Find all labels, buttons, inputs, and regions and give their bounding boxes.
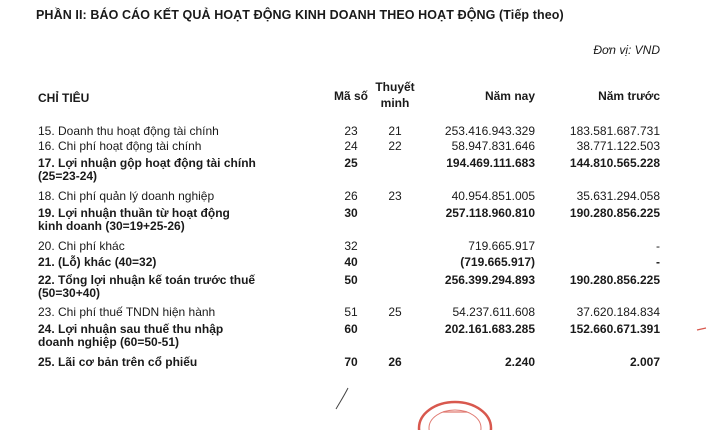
- red-seal-stamp: [415, 390, 495, 430]
- margin-mark: [696, 326, 707, 332]
- row-code: 25: [344, 155, 358, 170]
- row-current-year: 202.161.683.285: [444, 321, 535, 336]
- row-code: 23: [344, 124, 358, 138]
- table-row: [0, 190, 707, 203]
- row-label: 17. Lợi nhuận gộp hoạt động tài chính (25=23-24): [38, 155, 256, 184]
- row-code: 24: [344, 139, 358, 154]
- table-row: [0, 157, 707, 184]
- row-previous-year: 37.620.184.834: [576, 305, 660, 320]
- table-row: [0, 140, 707, 153]
- row-label: 19. Lợi nhuận thuần từ hoạt động kinh doanh (30=19+25-26): [38, 205, 230, 234]
- row-code: 50: [344, 272, 358, 287]
- row-previous-year: -: [656, 238, 660, 253]
- row-previous-year: 35.631.294.058: [576, 188, 660, 203]
- table-row: [0, 256, 707, 269]
- report-table: [0, 125, 707, 369]
- header-nam-truoc: Năm trước: [598, 89, 660, 103]
- row-current-year: 194.469.111.683: [446, 155, 535, 170]
- row-code: 51: [344, 305, 358, 320]
- row-previous-year: 152.660.671.391: [569, 321, 660, 336]
- row-previous-year: 38.771.122.503: [576, 139, 660, 154]
- table-row: [0, 125, 707, 138]
- table-row: [0, 240, 707, 253]
- table-row: [0, 306, 707, 319]
- row-current-year: 58.947.831.646: [451, 139, 535, 154]
- row-current-year: (719.665.917): [460, 255, 535, 270]
- row-code: 32: [344, 238, 358, 253]
- row-label: 15. Doanh thu hoạt động tài chính: [38, 124, 219, 138]
- row-note: 23: [388, 188, 402, 203]
- row-previous-year: 144.810.565.228: [569, 155, 660, 170]
- row-note: 25: [388, 305, 402, 320]
- row-code: 60: [344, 321, 358, 336]
- row-current-year: 257.118.960.810: [445, 205, 535, 220]
- row-previous-year: 190.280.856.225: [569, 205, 660, 220]
- row-label: 23. Chi phí thuế TNDN hiện hành: [38, 305, 216, 320]
- row-current-year: 253.416.943.329: [444, 124, 535, 138]
- row-label: 16. Chi phí hoạt động tài chính: [38, 139, 202, 154]
- row-label: 20. Chi phí khác: [38, 238, 125, 253]
- row-previous-year: 190.280.856.225: [569, 272, 660, 287]
- row-label: 21. (Lỗ) khác (40=32): [38, 255, 157, 270]
- row-code: 40: [344, 255, 358, 270]
- row-label: 22. Tổng lợi nhuận kế toán trước thuế (50=30+40): [38, 272, 256, 300]
- row-previous-year: 183.581.687.731: [569, 124, 660, 138]
- section-heading: PHẦN II: BÁO CÁO KẾT QUẢ HOẠT ĐỘNG KINH DOANH THEO HOẠT ĐỘNG (Tiếp theo): [36, 8, 564, 22]
- row-code: 30: [344, 205, 358, 220]
- header-ma-so: Mã số: [333, 89, 368, 103]
- currency-unit: Đơn vị: VND: [593, 43, 660, 57]
- table-row: [0, 207, 707, 234]
- row-note: 21: [388, 124, 402, 138]
- signature-stroke: [332, 386, 362, 410]
- row-code: 70: [344, 354, 358, 369]
- row-previous-year: 2.007: [629, 354, 660, 369]
- row-note: 22: [388, 139, 402, 154]
- row-label: 25. Lãi cơ bản trên cổ phiếu: [38, 354, 198, 369]
- row-label: 24. Lợi nhuận sau thuế thu nhập doanh nghiệp (60=50-51): [38, 321, 224, 350]
- row-previous-year: -: [656, 255, 660, 270]
- row-note: 26: [388, 354, 402, 369]
- header-nam-nay: Năm nay: [484, 89, 535, 103]
- table-row: [0, 323, 707, 350]
- row-current-year: 54.237.611.608: [452, 305, 535, 320]
- header-thuyet-minh: Thuyết minh: [375, 80, 415, 110]
- table-row: [0, 274, 707, 301]
- row-current-year: 40.954.851.005: [451, 188, 535, 203]
- row-current-year: 256.399.294.893: [444, 272, 535, 287]
- row-code: 26: [344, 188, 358, 203]
- header-chi-tieu: CHỈ TIÊU: [38, 91, 90, 105]
- row-current-year: 719.665.917: [468, 238, 535, 253]
- row-label: 18. Chi phí quản lý doanh nghiệp: [38, 188, 215, 203]
- row-current-year: 2.240: [504, 354, 535, 369]
- table-row: [0, 356, 707, 369]
